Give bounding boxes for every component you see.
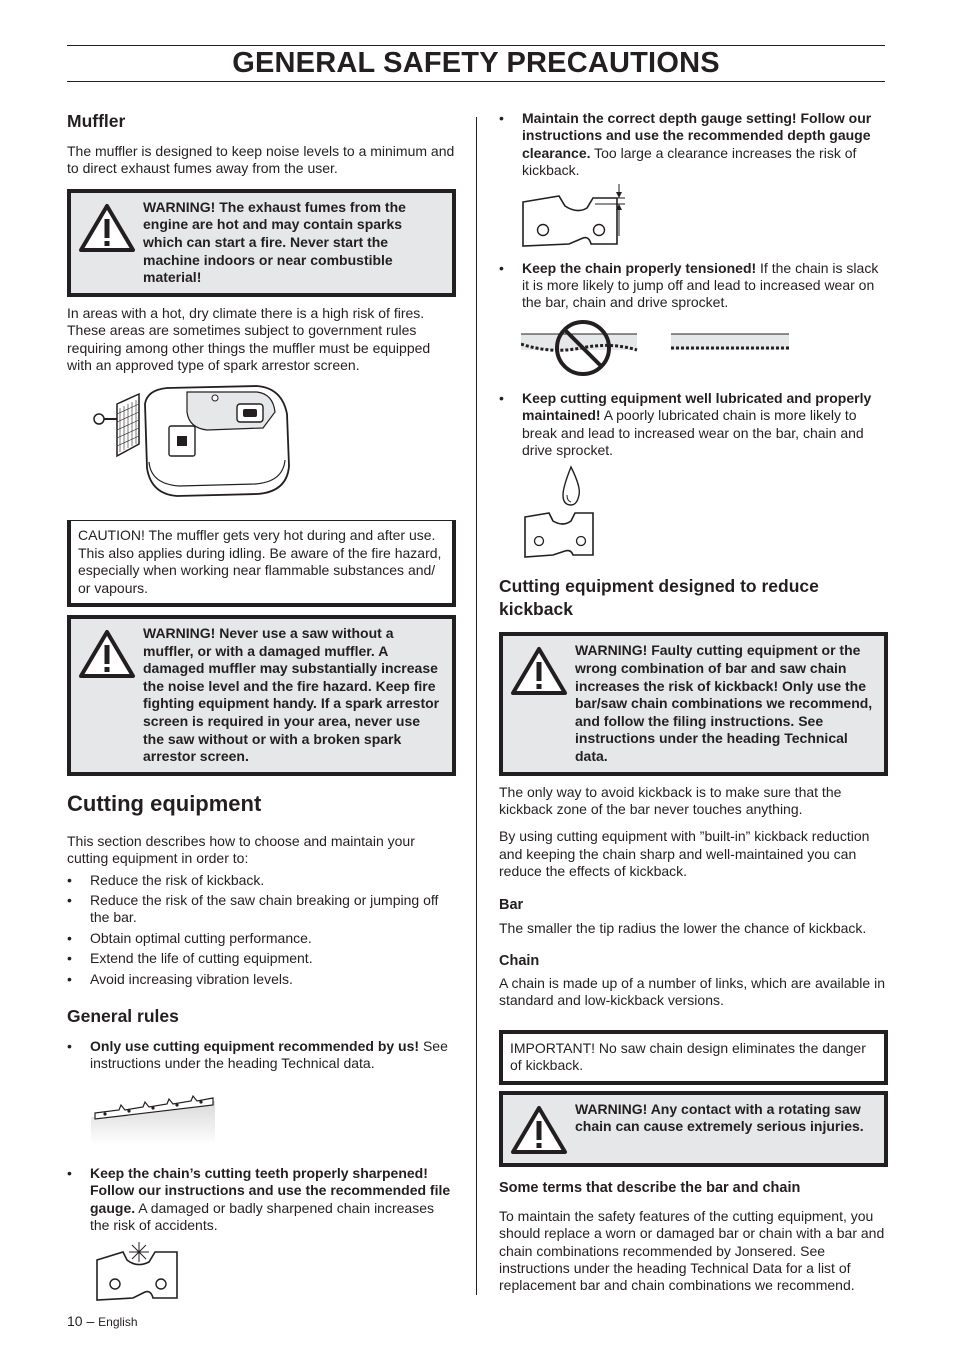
- rule-bold: Only use cutting equipment recommended by us!: [90, 1038, 420, 1055]
- muffler-spark-arrestor-illustration: [87, 384, 307, 502]
- column-divider: [476, 117, 477, 1295]
- rule-text: A damaged or badly sharpened chain increases the risk of accidents.: [90, 1199, 434, 1234]
- chain-text: A chain is made up of a number of links, which are available in standard and low-kickback versions.: [499, 975, 885, 1009]
- muffler-caution-box: [67, 520, 456, 607]
- list-item: • Reduce the risk of the saw chain breaking or jumping off the bar.: [67, 892, 456, 927]
- rule-bold: Keep the chain properly tensioned!: [522, 259, 757, 276]
- cutting-goals-list: [67, 872, 456, 988]
- rule-bold: Keep the chain’s cutting teeth properly sharpened! Follow our instructions and use the recommended file gauge.: [90, 1164, 451, 1216]
- rule-bold: Maintain the correct depth gauge setting! Follow our instructions and use the recommended depth gauge clearance.: [522, 110, 872, 161]
- terms-text: To maintain the safety features of the cutting equipment, you should replace a worn or damaged bar or chain with a bar and chain combinations recommended by Jonsered. See instructions under the heading Technical Data for a list of replacement bar and chain combinations we recommend.: [499, 1207, 885, 1294]
- saw-chain-illustration: [91, 1083, 215, 1145]
- cutting-equipment-heading: Cutting equipment: [67, 790, 262, 816]
- muffler-intro: The muffler is designed to keep noise levels to a minimum and to direct exhaust fumes away from the user.: [67, 143, 455, 177]
- depth-gauge-illustration: [519, 184, 629, 250]
- general-rules-list-e: [499, 390, 888, 460]
- list-item: [499, 110, 888, 180]
- right-column: [499, 108, 888, 1295]
- page-title: GENERAL SAFETY PRECAUTIONS: [232, 47, 720, 79]
- footer-language: English: [98, 1315, 138, 1329]
- general-rules-heading: General rules: [67, 1006, 179, 1027]
- muffler-warning-box: [67, 189, 456, 297]
- warning-triangle-icon: [71, 199, 143, 253]
- sharpened-tooth-illustration: [93, 1240, 183, 1308]
- rotating-chain-warning-box: [499, 1091, 888, 1167]
- cutting-intro: This section describes how to choose and maintain your cutting equipment in order to:: [67, 832, 415, 867]
- bar-text: The smaller the tip radius the lower the chance of kickback.: [499, 919, 867, 936]
- rule-text: If the chain is slack it is more likely to jump off and lead to increased wear on the bar, chain and drive sprocket.: [522, 259, 879, 311]
- kickback-equipment-heading: Cutting equipment designed to reduce kickback: [499, 576, 819, 620]
- title-underline: [67, 81, 885, 82]
- muffler-heading: Muffler: [67, 111, 126, 131]
- general-rules-list-c: [499, 110, 888, 180]
- general-rules-list-b: [67, 1165, 456, 1235]
- kickback-warning-text: WARNING! Faulty cutting equipment or the wrong combination of bar and saw chain increases the risk of kickback! Only use the bar/saw chain combinations we recommend, and follow the filing instructions. See instructions under the heading Technical data.: [575, 642, 873, 765]
- important-box: [499, 1030, 888, 1085]
- general-rules-list-d: [499, 260, 888, 312]
- page-footer: [67, 1313, 138, 1329]
- general-rules-list-a: [67, 1038, 456, 1073]
- list-item: • Avoid increasing vibration levels.: [67, 971, 456, 988]
- muffler-warning-text: WARNING! The exhaust fumes from the engine are hot and may contain sparks which can start a fire. Never start the machine indoors or near combustible material!: [143, 198, 406, 286]
- chain-heading: Chain: [499, 953, 540, 970]
- muffler-caution-text: CAUTION! The muffler gets very hot during and after use. This also applies during idling. Be aware of the fire hazard, especially when working near flammable substances and/ or vapours.: [78, 527, 442, 596]
- kickback-reduction-text: By using cutting equipment with ”built-in” kickback reduction and keeping the chain sharp and well-maintained you can reduce the effects of kickback.: [499, 828, 870, 880]
- warning-triangle-icon: [71, 625, 143, 679]
- lubrication-illustration: [523, 465, 603, 561]
- rule-text: Too large a clearance increases the risk of kickback.: [522, 144, 857, 179]
- kickback-warning-box: [499, 632, 888, 775]
- important-text: IMPORTANT! No saw chain design eliminates the danger of kickback.: [510, 1039, 866, 1074]
- list-item: • Obtain optimal cutting performance.: [67, 930, 456, 947]
- damaged-muffler-warning-text: WARNING! Never use a saw without a muffler, or with a damaged muffler. A damaged muffler may substantially increase the noise level and the fire hazard. Keep fire fighting equipment handy. If a spark arrestor screen is required in your area, never use the saw without or with a broken spark arrestor screen.: [143, 625, 440, 765]
- list-item: [67, 1038, 456, 1073]
- list-item: • Reduce the risk of kickback.: [67, 872, 456, 889]
- list-item: [499, 390, 888, 460]
- warning-triangle-icon: [503, 1101, 575, 1155]
- page-number: 10 –: [67, 1313, 95, 1329]
- warning-triangle-icon: [503, 642, 575, 696]
- list-item: [67, 1165, 456, 1235]
- rule-text: See instructions under the heading Technical data.: [90, 1038, 448, 1072]
- kickback-zone-text: The only way to avoid kickback is to make sure that the kickback zone of the bar never touches anything.: [499, 783, 842, 818]
- list-item: [499, 260, 888, 312]
- rule-text: A poorly lubricated chain is more likely to break and lead to increased wear on the bar, chain and drive sprocket.: [522, 407, 864, 459]
- dry-climate-text: In areas with a hot, dry climate there is a high risk of fires. These areas are sometimes subject to government rules requiring among other things the muffler must be equipped with an approved type of spark arrestor screen.: [67, 304, 431, 373]
- left-column: [67, 108, 456, 1308]
- bar-heading: Bar: [499, 896, 524, 913]
- damaged-muffler-warning-box: [67, 615, 456, 776]
- rule-bold: Keep cutting equipment well lubricated and properly maintained!: [522, 389, 872, 424]
- chain-tension-illustration: [521, 320, 801, 380]
- list-item: • Extend the life of cutting equipment.: [67, 950, 456, 967]
- rotating-chain-warning-text: WARNING! Any contact with a rotating saw chain can cause extremely serious injuries.: [575, 1100, 864, 1135]
- terms-heading: Some terms that describe the bar and chain: [499, 1179, 801, 1196]
